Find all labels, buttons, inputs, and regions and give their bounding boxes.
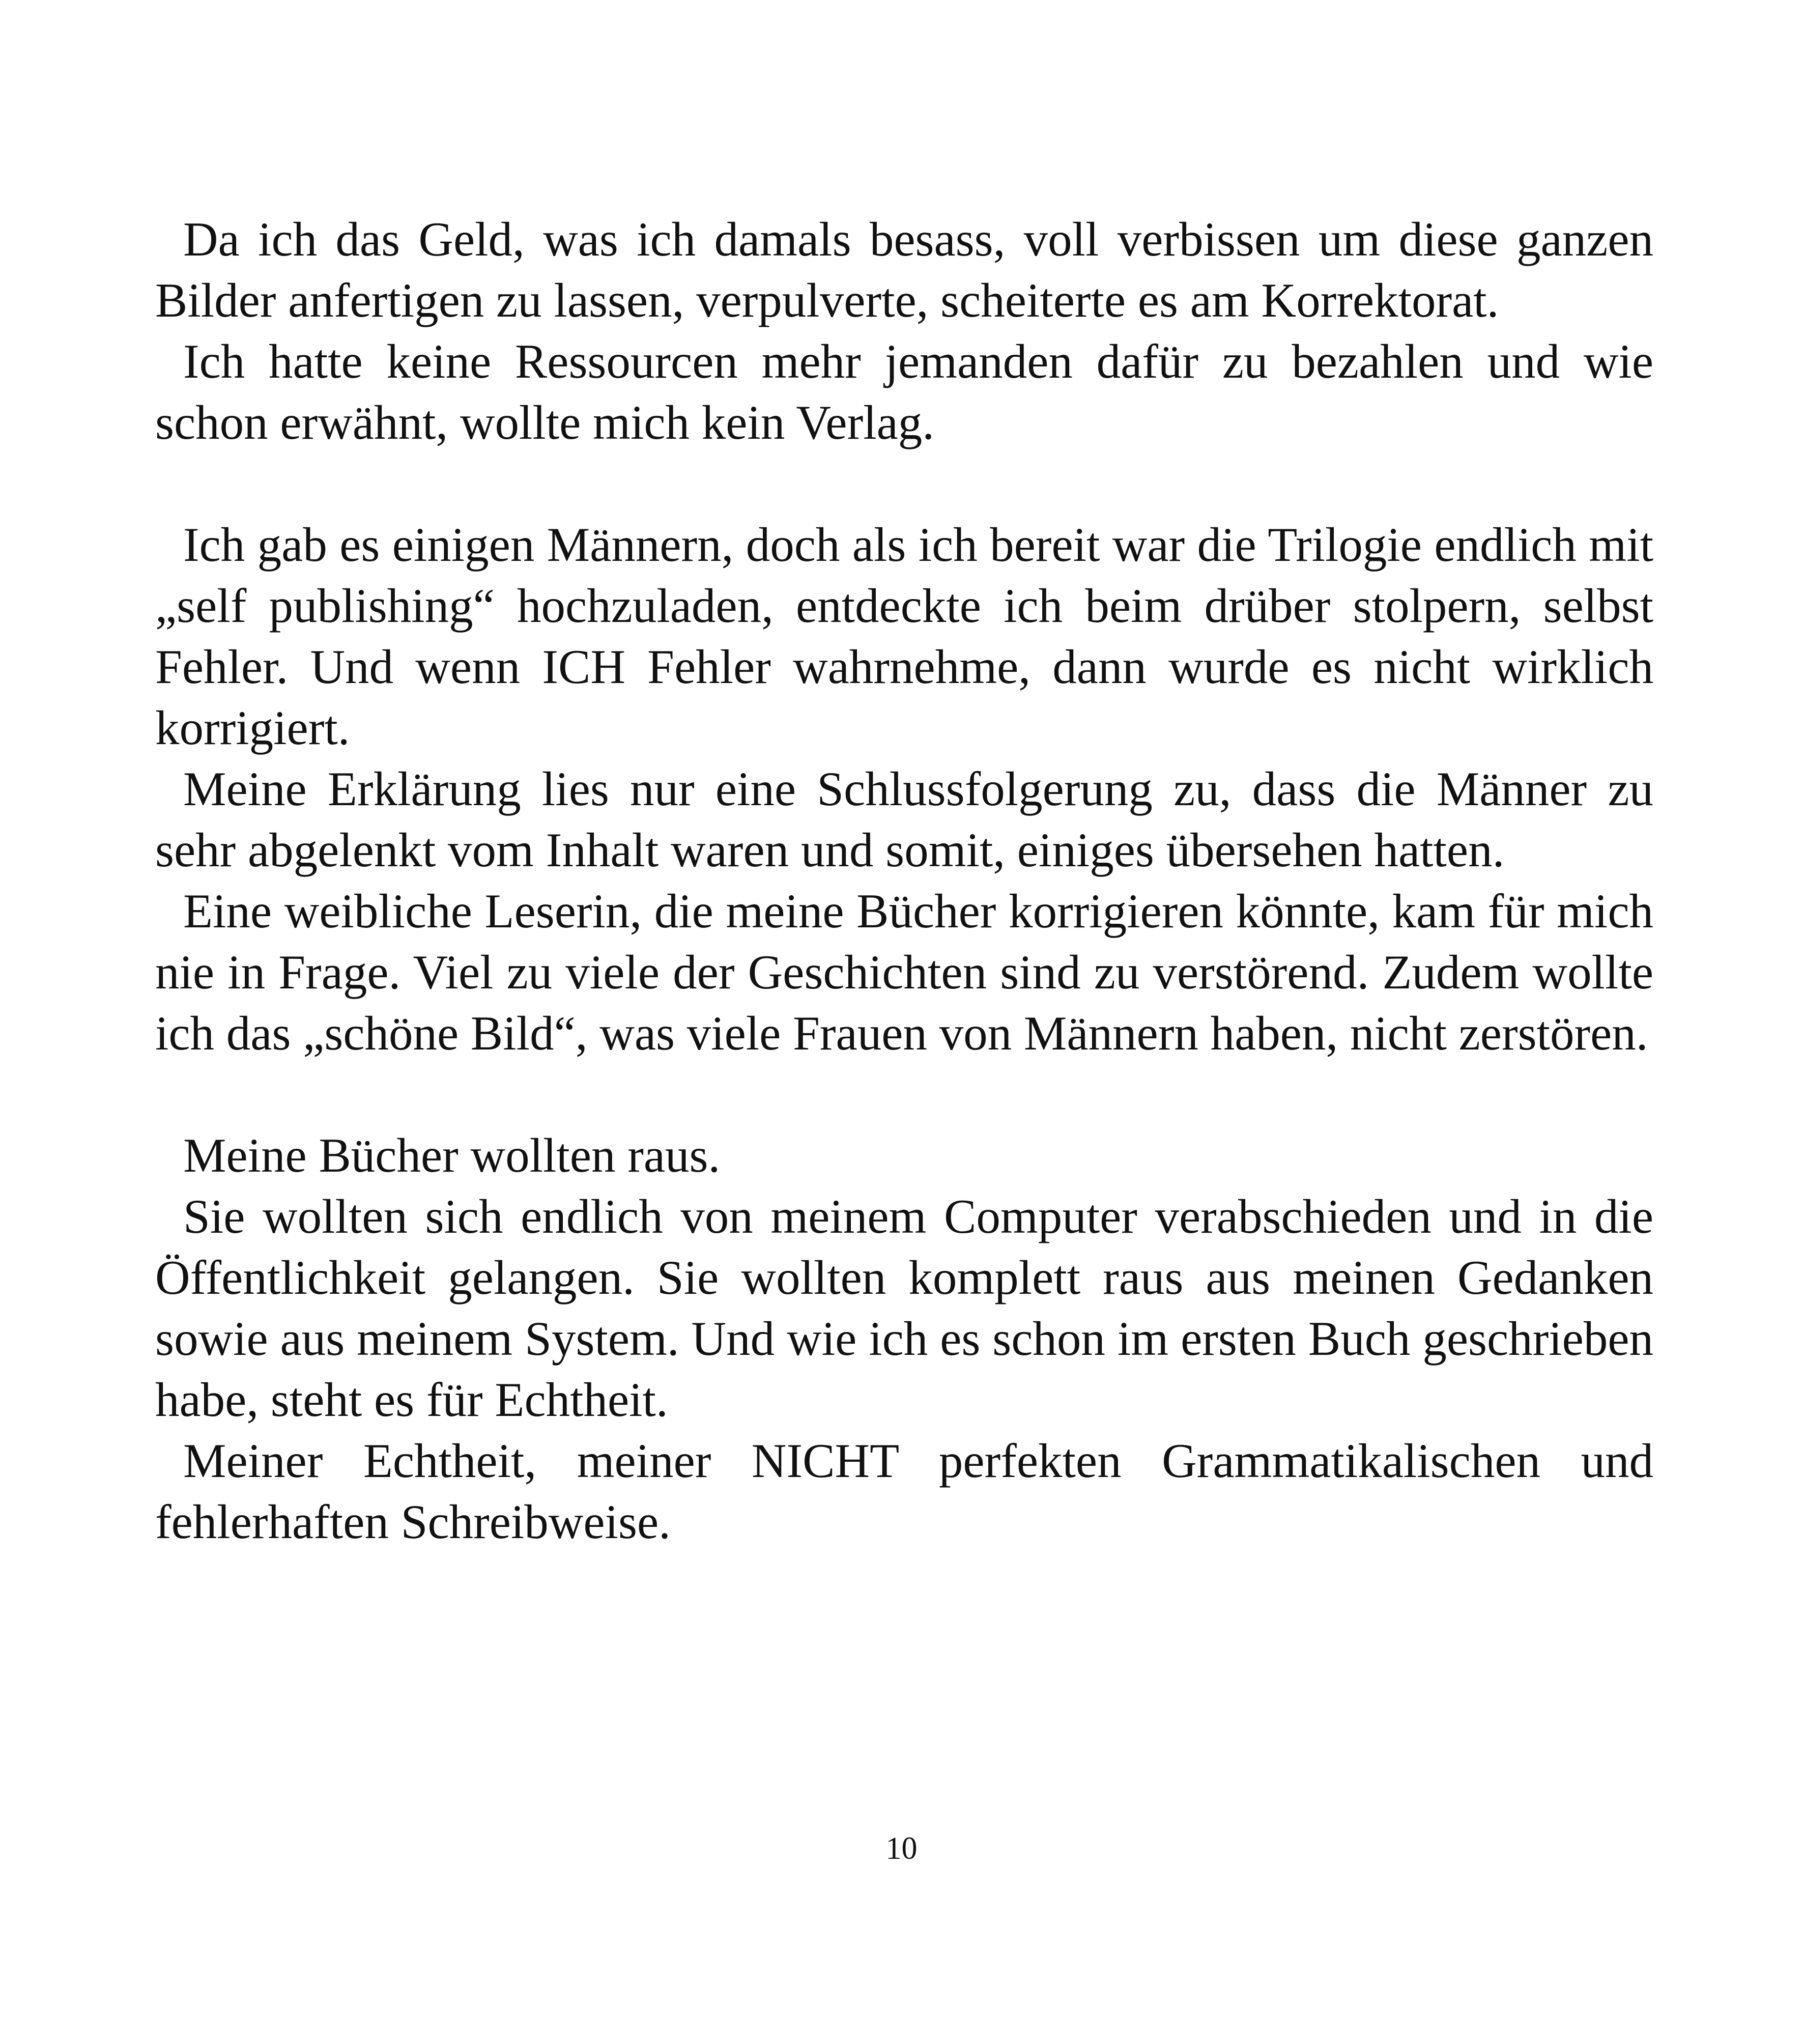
paragraph-6: Meine Bücher wollten raus. <box>183 1128 721 1182</box>
paragraph-7: Sie wollten sich endlich von meinem Computer verabschieden und in die Öffentlichkeit gelangen. Sie wollten komplett raus aus meinen Gedanken sowie aus meinem System. Und wie ich es schon im ersten Buch geschrieben habe, steht es für Echtheit. <box>155 1189 1653 1427</box>
paragraph-3: Ich gab es einigen Männern, doch als ich bereit war die Trilogie endlich mit „self publishing“ hochzuladen, entdeckte ich beim drüber stolpern, selbst Fehler. Und wenn ICH Fehler wahrnehme, dann wurde es nicht wirklich korrigiert. <box>155 518 1653 755</box>
page-body <box>155 209 1653 1552</box>
paragraph-gap <box>155 1064 1653 1125</box>
paragraph-gap <box>155 453 1653 514</box>
paragraph-4: Meine Erklärung lies nur eine Schlussfolgerung zu, dass die Männer zu sehr abgelenkt vom Inhalt waren und somit, einiges übersehen hatten. <box>155 762 1653 877</box>
paragraph-8: Meiner Echtheit, meiner NICHT perfekten Grammatikalischen und fehlerhaften Schreibweise. <box>155 1434 1653 1549</box>
paragraph-1: Da ich das Geld, was ich damals besass, voll verbissen um diese ganzen Bilder anfertigen zu lassen, verpulverte, scheiterte es am Korrektorat. <box>155 212 1653 327</box>
page-number: 10 <box>885 1831 918 1866</box>
paragraph-2: Ich hatte keine Ressourcen mehr jemanden dafür zu bezahlen und wie schon erwähnt, wollte mich kein Verlag. <box>155 334 1653 449</box>
paragraph-5: Eine weibliche Leserin, die meine Bücher korrigieren könnte, kam für mich nie in Frage. Viel zu viele der Geschichten sind zu verstörend. Zudem wollte ich das „schöne Bild“, was viele Frauen von Männern haben, nicht zerstören. <box>155 884 1653 1060</box>
